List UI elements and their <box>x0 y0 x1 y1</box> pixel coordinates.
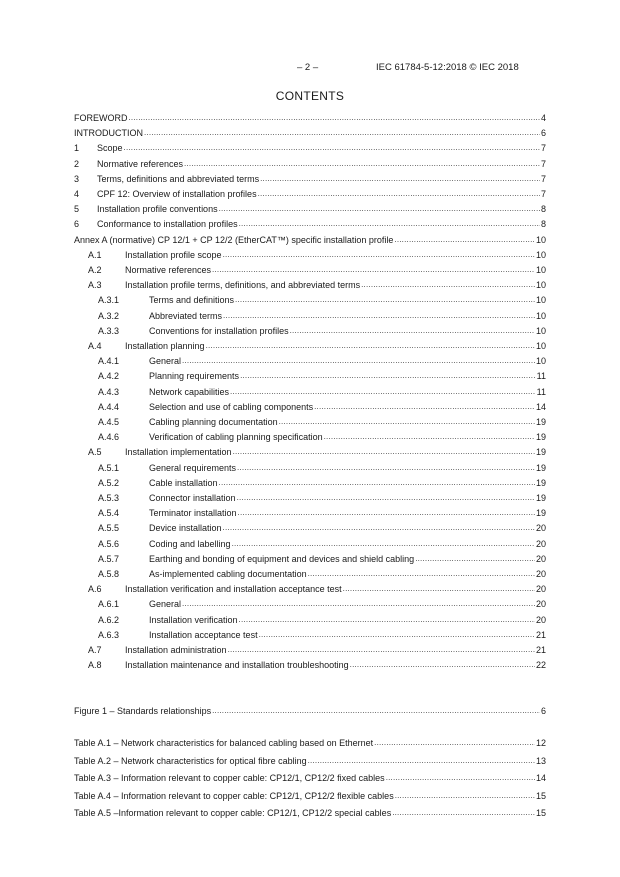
toc-entry-page: 10 <box>535 310 546 321</box>
dot-leader <box>260 173 540 185</box>
dot-leader <box>279 416 535 428</box>
dot-leader <box>308 755 535 767</box>
dot-leader <box>228 644 535 656</box>
dot-leader <box>259 629 535 641</box>
toc-entry-title: FOREWORD <box>74 113 128 123</box>
toc-entry-title: Installation planning <box>125 341 205 351</box>
toc-entry-title: Abbreviated terms <box>149 310 223 321</box>
toc-entry-title: Annex A (normative) CP 12/1 + CP 12/2 (EtherCAT™) specific installation profile <box>74 234 394 245</box>
toc-entry[interactable] <box>74 247 546 261</box>
toc-entry[interactable] <box>74 368 546 382</box>
dot-leader <box>415 553 535 565</box>
toc-entry-number: A.4.4 <box>98 401 120 412</box>
toc-entry[interactable] <box>74 703 546 717</box>
toc-entry-page: 14 <box>535 401 546 412</box>
dot-leader <box>290 325 535 337</box>
toc-entry-page: 10 <box>535 295 546 306</box>
toc-entry-title: Table A.2 – Network characteristics for optical fibre cabling <box>74 755 307 766</box>
toc-entry-page: 14 <box>535 773 546 783</box>
toc-entry-page: 10 <box>535 325 546 336</box>
toc-entry-page: 19 <box>535 417 546 427</box>
toc-entry[interactable] <box>74 110 546 124</box>
toc-entry-title: Installation administration <box>125 645 227 655</box>
toc-entry-page: 19 <box>535 493 546 503</box>
toc-entry-number: A.4.3 <box>98 386 120 397</box>
toc-entry-title: Installation verification and installation acceptance test <box>125 584 342 595</box>
toc-entry-title: Terminator installation <box>149 508 237 519</box>
toc-entry[interactable] <box>74 444 546 458</box>
toc-entry-number: A.5.4 <box>98 508 120 519</box>
toc-entry-page: 15 <box>535 790 546 801</box>
dot-leader <box>343 583 535 595</box>
toc-entry[interactable] <box>74 642 546 656</box>
page-header <box>0 62 620 76</box>
toc-entry-number: A.5.2 <box>98 477 120 488</box>
toc-entry[interactable] <box>74 657 546 671</box>
toc-entry[interactable] <box>74 140 546 154</box>
toc-entry[interactable] <box>74 323 546 337</box>
toc-entry-page: 7 <box>540 189 546 199</box>
toc-entry[interactable] <box>74 125 546 139</box>
toc-entry-title: Table A.4 – Information relevant to copper cable: CP12/1, CP12/2 flexible cables <box>74 790 394 801</box>
toc-entry-number: A.5.7 <box>98 553 120 564</box>
toc-entry[interactable] <box>74 156 546 170</box>
toc-entry-title: Connector installation <box>149 493 236 503</box>
toc-entry-number: A.4.1 <box>98 356 120 367</box>
page-title: CONTENTS <box>275 89 345 103</box>
toc-entry[interactable] <box>74 551 546 565</box>
toc-entry-number: A.4.2 <box>98 371 120 382</box>
toc-entry-page: 21 <box>535 645 546 655</box>
toc-entry-number: A.7 <box>88 645 102 655</box>
toc-entry-title: Selection and use of cabling components <box>149 401 314 412</box>
toc-entry-number: A.5.5 <box>98 523 120 534</box>
toc-entry-page: 10 <box>535 280 546 291</box>
dot-leader <box>223 310 535 322</box>
toc-entry-title: Earthing and bonding of equipment and devices and shield cabling <box>149 553 415 564</box>
toc-entry[interactable] <box>74 353 546 367</box>
dot-leader <box>395 790 535 802</box>
toc-entry[interactable] <box>74 788 546 802</box>
toc-entry-title: Installation maintenance and installation troubleshooting <box>125 660 349 671</box>
toc-entry-title: Terms and definitions <box>149 295 235 306</box>
toc-entry-number: A.6.3 <box>98 629 120 640</box>
toc-entry[interactable] <box>74 171 546 185</box>
toc-entry-page: 10 <box>535 249 546 260</box>
toc-entry[interactable] <box>74 770 546 784</box>
toc-entry-page: 12 <box>535 738 546 748</box>
toc-entry-number: A.4.6 <box>98 432 120 443</box>
toc-entry[interactable] <box>74 805 546 819</box>
dot-leader <box>237 462 535 474</box>
dot-leader <box>239 614 535 626</box>
toc-entry-page: 11 <box>536 386 546 397</box>
dot-leader <box>386 772 535 784</box>
toc-entry[interactable] <box>74 490 546 504</box>
dot-leader <box>212 264 535 276</box>
toc-entry-page: 13 <box>535 755 546 766</box>
toc-entry-page: 7 <box>540 143 546 154</box>
toc-entry-page: 20 <box>535 614 546 625</box>
toc-entry-page: 19 <box>535 447 546 458</box>
toc-entry-title: Normative references <box>125 265 212 275</box>
dot-leader <box>237 492 535 504</box>
dot-leader <box>324 431 535 443</box>
toc-entry-page: 20 <box>535 523 546 534</box>
dot-leader <box>258 188 540 200</box>
toc-entry-title: Installation verification <box>149 614 238 625</box>
toc-entry[interactable] <box>74 596 546 610</box>
toc-entry[interactable] <box>74 186 546 200</box>
toc-entry-number: A.3.1 <box>98 295 120 306</box>
dot-leader <box>219 203 540 215</box>
toc-entry-title: Table A.5 –Information relevant to copper cable: CP12/1, CP12/2 special cables <box>74 808 392 818</box>
page-number: – 2 – <box>297 62 319 73</box>
toc-entry-title: Normative references <box>97 158 184 169</box>
dot-leader <box>240 370 536 382</box>
toc-entry-page: 10 <box>535 341 546 351</box>
toc-entry[interactable] <box>74 429 546 443</box>
toc-entry-page: 20 <box>535 569 546 579</box>
toc-entry-title: Cabling planning documentation <box>149 417 278 427</box>
dot-leader <box>184 158 540 170</box>
toc-entry[interactable] <box>74 399 546 413</box>
dot-leader <box>239 218 540 230</box>
dot-leader <box>219 477 535 489</box>
toc-entry-title: Terms, definitions and abbreviated terms <box>97 173 260 184</box>
toc-entry[interactable] <box>74 292 546 306</box>
dot-leader <box>230 386 536 398</box>
dot-leader <box>233 446 535 458</box>
toc-entry-title: Network capabilities <box>149 386 230 397</box>
toc-entry-page: 7 <box>540 158 546 169</box>
toc-entry-page: 15 <box>535 808 546 818</box>
toc-entry[interactable] <box>74 612 546 626</box>
dot-leader <box>350 659 535 671</box>
toc-entry-number: A.1 <box>88 249 102 260</box>
toc-entry[interactable] <box>74 475 546 489</box>
toc-entry[interactable] <box>74 262 546 276</box>
dot-leader <box>314 401 535 413</box>
toc-entry[interactable] <box>74 460 546 474</box>
toc-entry-title: Table A.3 – Information relevant to copper cable: CP12/1, CP12/2 fixed cables <box>74 773 385 783</box>
toc-entry-number: 3 <box>74 173 80 184</box>
toc-entry-page: 19 <box>535 508 546 519</box>
toc-entry[interactable] <box>74 277 546 291</box>
toc-entry-number: 1 <box>74 143 80 154</box>
dot-leader <box>182 598 535 610</box>
dot-leader <box>182 355 535 367</box>
toc-entry-page: 10 <box>535 234 546 245</box>
toc-entry-title: Installation profile terms, definitions, and abbreviated terms <box>125 280 361 291</box>
toc-entry-page: 20 <box>535 553 546 564</box>
toc-entry-number: A.3.3 <box>98 325 120 336</box>
dot-leader <box>392 807 535 819</box>
toc-entry-number: A.5.1 <box>98 462 120 473</box>
toc-entry-title: Installation implementation <box>125 447 232 458</box>
toc-entry[interactable] <box>74 505 546 519</box>
toc-entry[interactable] <box>74 414 546 428</box>
toc-entry-title: Conformance to installation profiles <box>97 219 238 230</box>
toc-entry-title: CPF 12: Overview of installation profiles <box>97 189 257 199</box>
toc-entry-number: 5 <box>74 204 80 215</box>
toc-entry-number: A.6.2 <box>98 614 120 625</box>
toc-entry-number: A.4.5 <box>98 417 120 427</box>
dot-leader <box>129 112 540 124</box>
toc-entry-number: 2 <box>74 158 80 169</box>
toc-entry-page: 8 <box>540 204 546 215</box>
dot-leader <box>361 279 535 291</box>
dot-leader <box>238 507 535 519</box>
toc-entry-title: Table A.1 – Network characteristics for balanced cabling based on Ethernet <box>74 738 374 748</box>
toc-entry[interactable] <box>74 735 546 749</box>
toc-entry-title: Planning requirements <box>149 371 240 382</box>
dot-leader <box>394 234 535 246</box>
toc-entry-number: A.4 <box>88 341 102 351</box>
dot-leader <box>212 705 540 717</box>
toc-entry-number: A.6.1 <box>98 599 120 610</box>
toc-entry-title: Installation acceptance test <box>149 629 258 640</box>
toc-entry-title: Coding and labelling <box>149 538 231 549</box>
toc-entry-page: 10 <box>535 356 546 367</box>
toc-entry-number: A.3.2 <box>98 310 120 321</box>
toc-entry[interactable] <box>74 520 546 534</box>
toc-entry-page: 6 <box>540 706 546 716</box>
toc-entry-title: Verification of cabling planning specification <box>149 432 323 443</box>
toc-entry-number: 6 <box>74 219 80 230</box>
toc-entry-number: 4 <box>74 189 80 199</box>
toc-entry-page: 19 <box>535 477 546 488</box>
toc-entry-page: 20 <box>535 584 546 595</box>
dot-leader <box>206 340 535 352</box>
toc-entry-title: Device installation <box>149 523 222 534</box>
toc-entry-title: Conventions for installation profiles <box>149 325 289 336</box>
toc-entry-page: 10 <box>535 265 546 275</box>
toc-entry-page: 19 <box>535 432 546 443</box>
toc-entry-number: A.5.8 <box>98 569 120 579</box>
toc-entry-number: A.5 <box>88 447 102 458</box>
toc-entry[interactable] <box>74 536 546 550</box>
toc-entry[interactable] <box>74 338 546 352</box>
toc-entry-number: A.2 <box>88 265 102 275</box>
toc-entry[interactable] <box>74 384 546 398</box>
document-id: IEC 61784-5-12:2018 © IEC 2018 <box>376 62 519 73</box>
dot-leader <box>308 568 535 580</box>
toc-entry-page: 20 <box>535 599 546 610</box>
toc-entry[interactable] <box>74 566 546 580</box>
toc-entry-title: Scope <box>97 143 123 154</box>
dot-leader <box>374 737 535 749</box>
toc-entry-title: General <box>149 356 182 367</box>
toc-entry[interactable] <box>74 308 546 322</box>
toc-entry-page: 11 <box>536 371 546 382</box>
dot-leader <box>235 294 535 306</box>
toc-entry-page: 19 <box>535 462 546 473</box>
toc-entry-number: A.3 <box>88 280 102 291</box>
dot-leader <box>144 127 540 139</box>
toc-entry-number: A.8 <box>88 660 102 671</box>
toc-entry-number: A.5.3 <box>98 493 120 503</box>
toc-entry-title: General <box>149 599 182 610</box>
toc-entry[interactable] <box>74 753 546 767</box>
toc-entry[interactable] <box>74 232 546 246</box>
toc-entry-title: INTRODUCTION <box>74 128 143 139</box>
toc-entry[interactable] <box>74 216 546 230</box>
dot-leader <box>124 142 540 154</box>
dot-leader <box>232 538 535 550</box>
toc-entry-title: Installation profile scope <box>125 249 222 260</box>
toc-entry-title: As-implemented cabling documentation <box>149 569 307 579</box>
toc-entry-page: 7 <box>540 173 546 184</box>
toc-entry-page: 21 <box>535 629 546 640</box>
toc-entry[interactable] <box>74 201 546 215</box>
toc-entry-page: 8 <box>540 219 546 230</box>
toc-entry-page: 6 <box>540 128 546 139</box>
toc-entry-title: Figure 1 – Standards relationships <box>74 706 212 716</box>
toc-entry-number: A.6 <box>88 584 102 595</box>
toc-entry[interactable] <box>74 627 546 641</box>
toc-entry-number: A.5.6 <box>98 538 120 549</box>
toc-entry-page: 20 <box>535 538 546 549</box>
toc-entry-page: 22 <box>535 660 546 671</box>
dot-leader <box>223 522 535 534</box>
toc-entry-title: General requirements <box>149 462 237 473</box>
toc-entry-title: Installation profile conventions <box>97 204 218 215</box>
toc-entry[interactable] <box>74 581 546 595</box>
dot-leader <box>223 249 535 261</box>
toc-entry-title: Cable installation <box>149 477 218 488</box>
toc-entry-page: 4 <box>540 113 546 123</box>
